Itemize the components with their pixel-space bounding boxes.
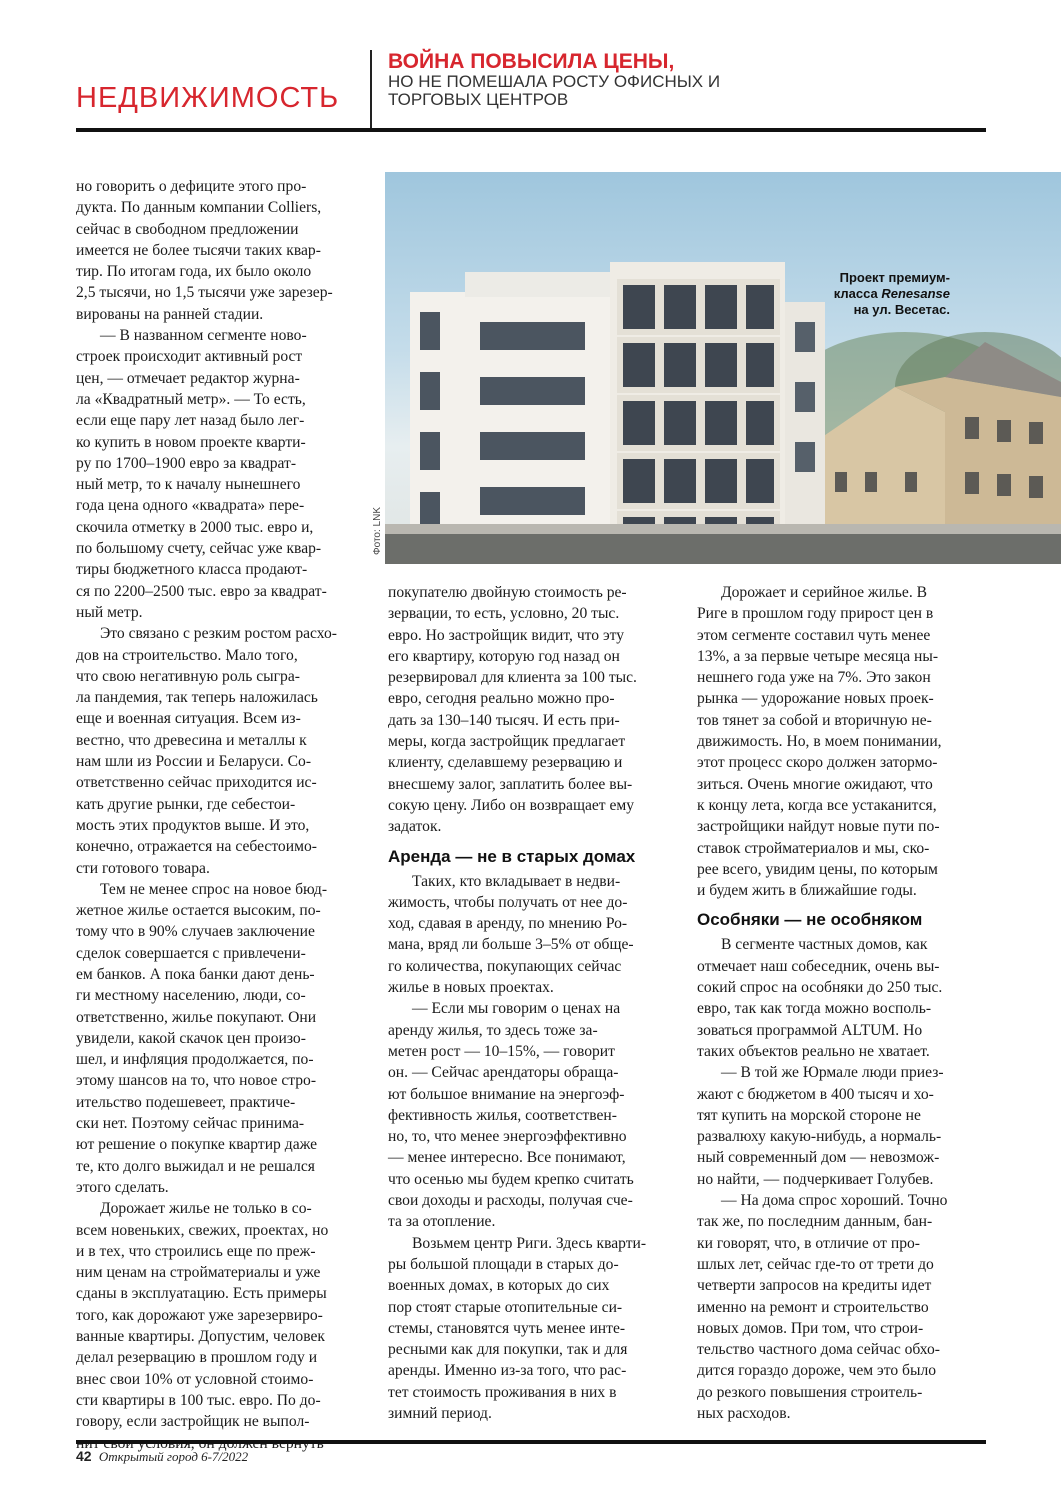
- top-rule: [76, 128, 986, 132]
- paragraph: Возьмем центр Риги. Здесь кварти- ры большой площади в старых до- военных домах, в которых до сих пор стоят старые отопительные си- стемы, становятся чуть менее инте- ресными как для покупки, так и для аренды. Именно из-за того, что рас- тет стоимость проживания в них в зимний период.: [388, 1234, 647, 1422]
- caption-project-name: Renesanse: [881, 286, 950, 301]
- magazine-issue: Открытый город 6-7/2022: [98, 1449, 249, 1464]
- headline-bold: ВОЙНА ПОВЫСИЛА ЦЕНЫ,: [388, 50, 675, 73]
- photo-caption: [800, 270, 950, 318]
- bottom-rule: [76, 1440, 986, 1444]
- paragraph: — Если мы говорим о ценах на аренду жилья, то здесь тоже за- метен рост — 10–15%, — говорит он. — Сейчас арендаторы обраща- ют большое внимание на энергоэф- фективность жилья, соответствен- но, то, что менее энергоэффективно — менее интересно. Все понимают, что осенью мы будем крепко считать свои доходы и расходы, получая сче- та за отопление.: [388, 1000, 634, 1231]
- page-number: 42: [76, 1448, 92, 1464]
- text-column-1: [76, 176, 366, 1454]
- building-illustration: [385, 172, 1061, 564]
- paragraph: Таких, кто вкладывает в недви- жимость, чтобы получать от нее до- ход, сдавая в аренду, по мнению Ро- мана, вряд ли больше 3–5% от обще- го количества, покупающих сейчас жилье в новых проектах.: [388, 872, 634, 997]
- paragraph: — В той же Юрмале люди приез- жают с бюджетом в 400 тысяч и хо- тят купить на морской стороне не развалюху какую-нибудь, а нормаль- ный современный дом — невозмож- но найти, — подчеркивает Голубев.: [697, 1064, 944, 1188]
- paragraph: Дорожает жилье не только в со- всем новеньких, свежих, проектах, но и в тех, что строились еще по преж- ним ценам на стройматериалы и уже сданы в эксплуатацию. Есть примеры того, как дорожают уже зарезервиро- ванные квартиры. Допустим, человек делал резервацию в прошлом году и внес свои 10% от условной стоимо- сти квартиры в 100 тыс. евро. По до- говору, если застройщик не выпол-: [76, 1200, 329, 1431]
- paragraph: Тем не менее спрос на новое бюд- жетное жилье остается высоким, по- тому что в 90% случаев заключение сделок совершается с привлечени- ем банков. А пока банки дают день- ги местному населению, люди, со- ответственно, жилье покупают. Они увидели, какой скачок цен произо- шел, и инфляция продолжается, по- этому шансов на то, что новое стро- ительство подешевеет, практиче- ски нет. Поэтому сейчас принима- ют решение о покупке квартир даже те, кто долго выжидал и не решался этого сделать.: [76, 880, 328, 1196]
- caption-line-2: класса: [833, 286, 882, 301]
- text-column-2: [388, 582, 680, 1424]
- paragraph: Это связано с резким ростом расхо- дов на строительство. Мало того, что свою негативную роль сыгра- ла пандемия, так теперь наложилась еще и военная ситуация. Всем из- вестно, что древесина и металлы к нам шли из России и Беларуси. Со- ответственно сейчас приходится ис- кать другие рынки, где себестои- мость этих продуктов выше. И это, конечно, отражается на себестоимо- сти готового товара.: [76, 625, 337, 877]
- headline-subtitle: НО НЕ ПОМЕШАЛА РОСТУ ОФИСНЫХ И ТОРГОВЫХ ЦЕНТРОВ: [388, 72, 721, 109]
- subheading-rent: Аренда — не в старых домах: [388, 846, 636, 866]
- photo-credit: Фото: LNK: [372, 507, 383, 555]
- paragraph: покупателю двойную стоимость ре- зервации, то есть, условно, 20 тыс. евро. Но застройщик видит, что эту его квартиру, которую год назад он резервировал для клиента за 100 тыс. евро, сегодня реально можно про- дать за 130–140 тысяч. И есть при- меры, когда застройщик предлагает клиенту, сделавшему резервацию и внесшему залог, заплатить более вы- сокую цену. Либо он возвращает ему задаток.: [388, 584, 637, 836]
- subheading-mansions: Особняки — не особняком: [697, 910, 923, 930]
- paragraph: но говорить о дефиците этого про- дукта. По данным компании Colliers, сейчас в свободном предложении имеется не более тысячи таких квар- тир. По итогам года, их было около 2,5 тысячи, но 1,5 тысячи уже зарезер- вированы на ранней стадии.: [76, 178, 333, 323]
- text-column-3: [697, 582, 987, 1424]
- paragraph: В сегменте частных домов, как отмечает наш собеседник, очень вы- сокий спрос на особняки до 250 тыс. евро, так как тогда можно восполь- зоваться программой ALTUM. Но таких объектов реально не хватает.: [697, 936, 943, 1060]
- caption-line-1: Проект премиум-: [839, 270, 950, 285]
- section-title: НЕДВИЖИМОСТЬ: [76, 82, 340, 114]
- building-photo: [385, 172, 1061, 564]
- caption-line-3: на ул. Весетас.: [853, 302, 950, 317]
- paragraph: Дорожает и серийное жилье. В Риге в прошлом году прирост цен в этом сегменте составил чуть менее 13%, а за первые четыре месяца ны- нешнего года уже на 7%. Это закон рынка — удорожание новых проек- тов тянет за собой и вторичную не- движимость. Но, в моем понимании, этот процесс скоро должен затормо- зиться. Очень многие ожидают, что к концу лета, когда все устаканится, застройщики найдут новые пути по- ставок стройматериалов и мы, ско- рее всего, увидим цены, по которым и будем жить в ближайшие годы.: [697, 584, 942, 900]
- header-divider: [370, 50, 372, 128]
- paragraph: — В названном сегменте ново- строек происходит активный рост цен, — отмечает редактор журна- ла «Квадратный метр». — То есть, если еще пару лет назад было лег- ко купить в новом проекте кварти- ру по 1700–1900 евро за квадрат- ный метр, то к началу нынешнего года цена одного «квадрата» пере- скочила отметку в 2000 тыс. евро и, по большому счету, сейчас уже квар- тиры бюджетного класса продают- ся по 2200–2500 тыс. евро за квадрат- ный метр.: [76, 327, 327, 621]
- page-footer: [76, 1448, 248, 1465]
- paragraph: — На дома спрос хороший. Точно так же, по последним данным, бан- ки говорят, что, в отличие от про- шлых лет, сейчас где-то от трети до четверти запросов на кредиты идет именно на ремонт и строительство новых домов. При том, что строи- тельство частного дома сейчас обхо- дится гораздо дороже, чем это было до резкого повышения строитель- ных расходов.: [697, 1192, 948, 1422]
